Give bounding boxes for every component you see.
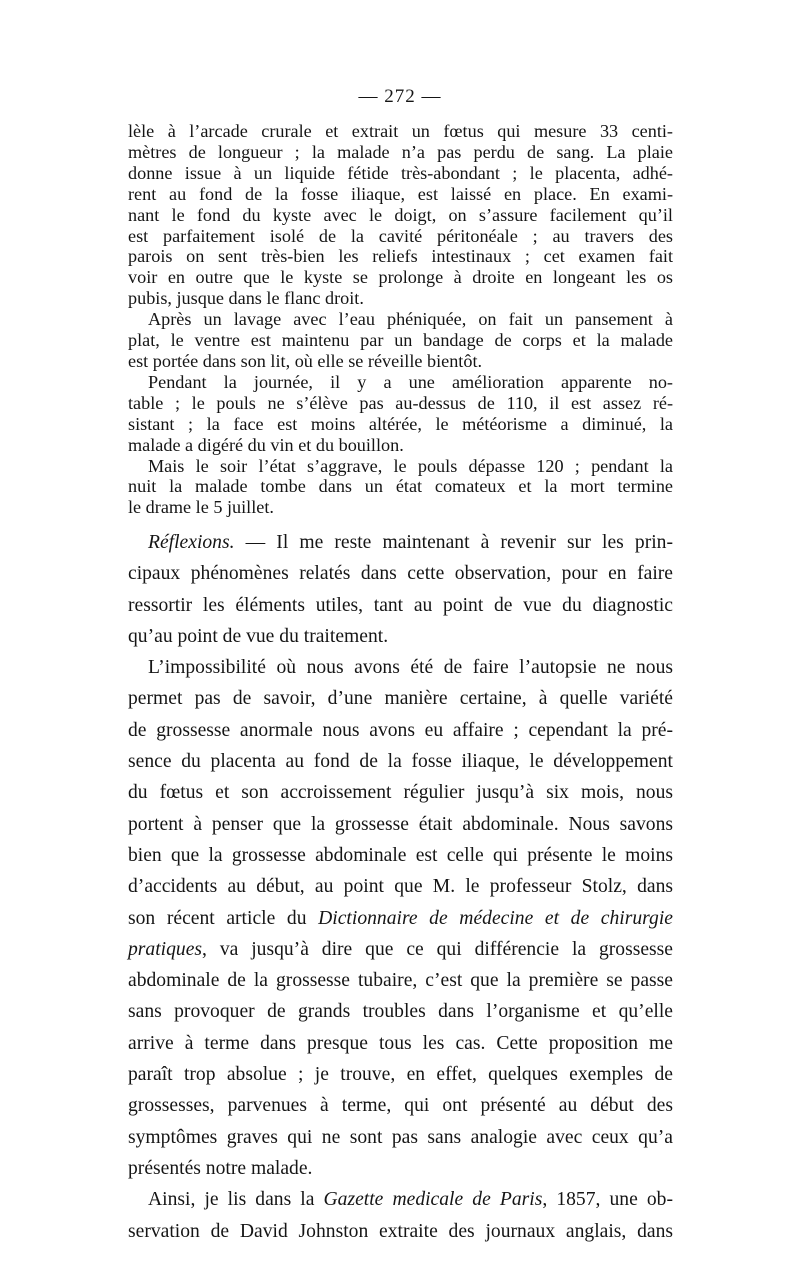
reflexions-heading: Réflexions. bbox=[148, 532, 235, 553]
text-line: abdominale de la grossesse tubaire, c’est que la première se passe bbox=[128, 970, 673, 992]
text-line: est parfaitement isolé de la cavité péritonéale ; au travers des bbox=[128, 225, 673, 246]
text-line bbox=[128, 527, 673, 558]
text-line: permet pas de savoir, d’une manière certaine, à quelle variété bbox=[128, 688, 673, 710]
text-span: Ainsi, je lis dans la bbox=[148, 1189, 324, 1211]
text-line: servation de David Johnston extraite des journaux anglais, dans bbox=[128, 1220, 673, 1242]
text-line: portent à penser que la grossesse était abdominale. Nous savons bbox=[128, 813, 673, 835]
text-line: Après un lavage avec l’eau phéniquée, on fait un pansement à bbox=[148, 309, 673, 330]
text-line: malade a digéré du vin et du bouillon. bbox=[128, 434, 404, 455]
text-line: paraît trop absolue ; je trouve, en effet, quelques exemples de bbox=[128, 1064, 673, 1086]
text-line: nuit la malade tombe dans un état comateux et la mort termine bbox=[128, 476, 673, 497]
text-line: grossesses, parvenues à terme, qui ont présenté au début des bbox=[128, 1095, 673, 1117]
text-line: Pendant la journée, il y a une amélioration apparente no- bbox=[148, 371, 673, 392]
text-line: présentés notre malade. bbox=[128, 1157, 313, 1179]
text-line: de grossesse anormale nous avons eu affaire ; cependant la pré- bbox=[128, 719, 673, 741]
text-span: — Il me reste maintenant à revenir sur les prin- bbox=[234, 532, 673, 553]
text-line: sans provoquer de grands troubles dans l’organisme et qu’elle bbox=[128, 1001, 673, 1023]
text-line: L’impossibilité où nous avons été de faire l’autopsie ne nous bbox=[148, 657, 673, 679]
text-line: pubis, jusque dans le flanc droit. bbox=[128, 288, 364, 309]
text-line: Mais le soir l’état s’aggrave, le pouls dépasse 120 ; pendant la bbox=[148, 455, 673, 476]
text-line bbox=[128, 934, 673, 965]
text-line: ressortir les éléments utiles, tant au point de vue du diagnostic bbox=[128, 594, 673, 616]
text-line: nant le fond du kyste avec le doigt, on s’assure facilement qu’il bbox=[128, 204, 673, 225]
text-line: cipaux phénomènes relatés dans cette observation, pour en faire bbox=[128, 563, 673, 585]
text-line: parois on sent très-bien les reliefs intestinaux ; cet examen fait bbox=[128, 246, 673, 267]
text-line: mètres de longueur ; la malade n’a pas perdu de sang. La plaie bbox=[128, 141, 673, 162]
reflexions-text bbox=[128, 527, 673, 1247]
page-number: — 272 — bbox=[358, 86, 442, 107]
text-line: bien que la grossesse abdominale est celle qui présente le moins bbox=[128, 844, 673, 866]
dictionary-title-end: pratiques bbox=[128, 938, 203, 960]
gazette-title: Gazette medicale de Paris bbox=[323, 1189, 543, 1211]
text-line: lèle à l’arcade crurale et extrait un fœtus qui mesure 33 centi- bbox=[128, 121, 673, 141]
text-line: du fœtus et son accroissement régulier jusqu’à six mois, nous bbox=[128, 782, 673, 804]
text-line bbox=[128, 903, 673, 934]
text-line: plat, le ventre est maintenu par un bandage de corps et la malade bbox=[128, 330, 673, 351]
text-line: donne issue à un liquide fétide très-abondant ; le placenta, adhé- bbox=[128, 162, 673, 183]
text-line: rent au fond de la fosse iliaque, est laissé en place. En exami- bbox=[128, 183, 673, 204]
text-line bbox=[128, 1184, 673, 1215]
text-line: sence du placenta au fond de la fosse iliaque, le développement bbox=[128, 751, 673, 773]
text-span: son récent article du bbox=[128, 907, 319, 929]
text-line: voir en outre que le kyste se prolonge à droite en longeant les os bbox=[128, 267, 673, 288]
text-line: d’accidents au début, au point que M. le professeur Stolz, dans bbox=[128, 876, 673, 898]
text-line: le drame le 5 juillet. bbox=[128, 497, 274, 518]
text-span: , 1857, une ob- bbox=[542, 1189, 674, 1211]
text-line: est portée dans son lit, où elle se réveille bientôt. bbox=[128, 350, 483, 371]
text-line: sistant ; la face est moins altérée, le météorisme a diminué, la bbox=[128, 413, 673, 434]
dictionary-title: Dictionnaire de médecine et de chirurgie bbox=[318, 907, 673, 929]
case-report-text bbox=[128, 121, 673, 518]
text-line: qu’au point de vue du traitement. bbox=[128, 625, 389, 647]
text-line: symptômes graves qui ne sont pas sans analogie avec ceux qu’a bbox=[128, 1126, 673, 1148]
text-line: table ; le pouls ne s’élève pas au-dessus de 110, il est assez ré- bbox=[128, 392, 673, 413]
text-line: arrive à terme dans presque tous les cas. Cette proposition me bbox=[128, 1032, 673, 1054]
text-span: , va jusqu’à dire que ce qui différencie la grossesse bbox=[202, 938, 673, 960]
